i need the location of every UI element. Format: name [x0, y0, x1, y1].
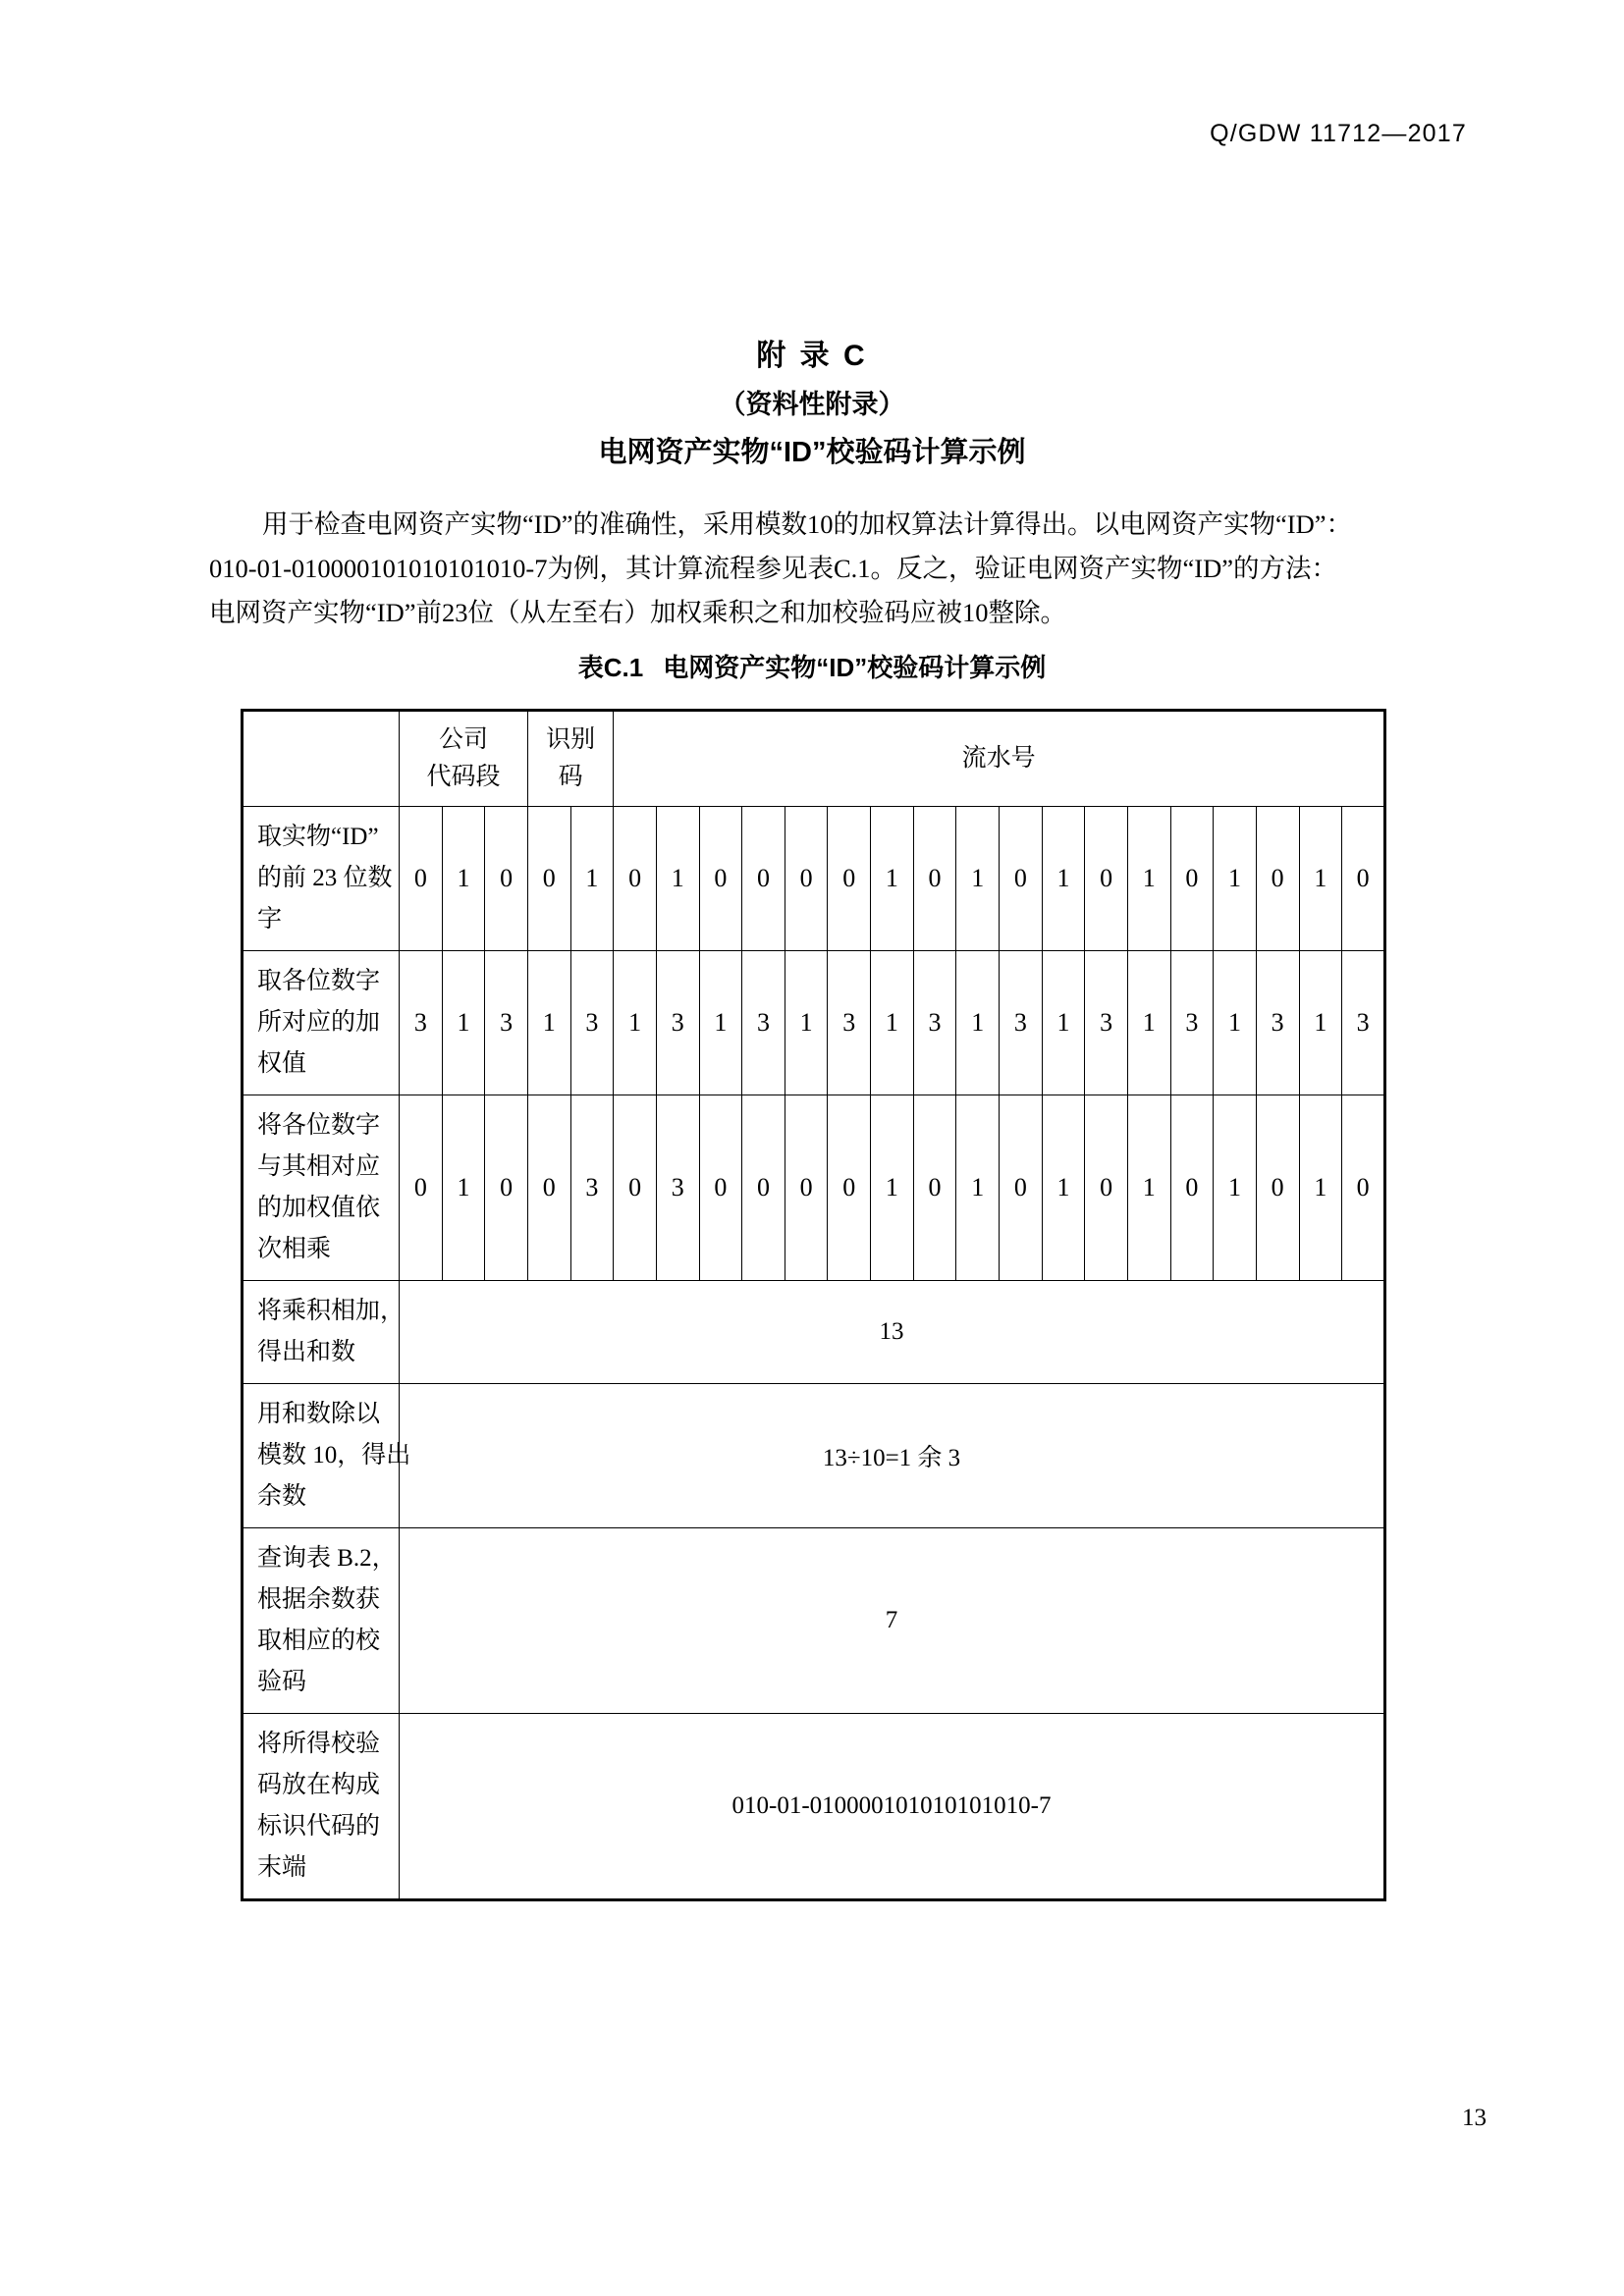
table-row-label: 将各位数字 与其相对应 的加权值依 次相乘 [243, 1095, 400, 1281]
table-cell-digit: 1 [956, 807, 1000, 951]
table-header-company-code: 公司 代码段 [400, 711, 528, 807]
table-cell-digit: 0 [699, 1095, 742, 1281]
table-row [243, 1528, 1385, 1714]
table-cell-digit: 0 [828, 807, 871, 951]
table-cell-digit: 0 [1170, 1095, 1214, 1281]
table-row-label: 用和数除以 模数 10，得出 余数 [243, 1384, 400, 1528]
table-cell-digit: 3 [485, 951, 528, 1095]
table-cell-digit: 0 [1342, 807, 1385, 951]
table-cell-digit: 0 [1170, 807, 1214, 951]
table-header-row [243, 711, 1385, 807]
table-cell-digit: 0 [1256, 807, 1299, 951]
calculation-table [241, 709, 1386, 1901]
table-cell-digit: 1 [1042, 807, 1085, 951]
table-cell-digit: 1 [614, 951, 657, 1095]
table-row [243, 1281, 1385, 1384]
table-cell-digit: 1 [1299, 951, 1342, 1095]
table-cell-digit: 0 [785, 807, 828, 951]
table-cell-digit: 0 [742, 807, 785, 951]
table-cell-digit: 3 [400, 951, 443, 1095]
table-cell-digit: 1 [570, 807, 614, 951]
table-cell-digit: 1 [1127, 807, 1170, 951]
paragraph-line-1: 用于检查电网资产实物“ID”的准确性，采用模数10的加权算法计算得出。以电网资产实物“ID”： [262, 509, 1352, 539]
table-row [243, 1714, 1385, 1900]
table-cell-digit: 0 [1000, 807, 1043, 951]
table-cell-digit: 1 [785, 951, 828, 1095]
table-cell-digit: 0 [614, 1095, 657, 1281]
table-cell-digit: 3 [828, 951, 871, 1095]
table-cell-digit: 0 [485, 807, 528, 951]
table-cell-digit: 3 [656, 1095, 699, 1281]
table-cell-digit: 3 [1170, 951, 1214, 1095]
table-cell-digit: 1 [1042, 951, 1085, 1095]
table-cell-digit: 0 [614, 807, 657, 951]
table-header-serial-number: 流水号 [614, 711, 1385, 807]
table-cell-digit: 1 [1299, 1095, 1342, 1281]
table-cell-digit: 0 [1000, 1095, 1043, 1281]
table-cell-digit: 1 [871, 807, 914, 951]
table-row [243, 1095, 1385, 1281]
table-cell-digit: 0 [527, 807, 570, 951]
table-cell-digit: 0 [828, 1095, 871, 1281]
table-cell-digit: 1 [442, 807, 485, 951]
table-cell-digit: 0 [913, 807, 956, 951]
table-row-label: 取各位数字 所对应的加 权值 [243, 951, 400, 1095]
paragraph-line-3: 电网资产实物“ID”前23位（从左至右）加权乘积之和加校验码应被10整除。 [209, 598, 1066, 627]
table-caption-label: 表C.1 [577, 653, 644, 682]
table-cell-digit: 0 [699, 807, 742, 951]
table-cell-value: 13 [400, 1281, 1385, 1384]
table-row-label: 将所得校验 码放在构成 标识代码的 末端 [243, 1714, 400, 1900]
table-cell-digit: 0 [1085, 807, 1128, 951]
table-row-label: 将乘积相加， 得出和数 [243, 1281, 400, 1384]
table-cell-digit: 1 [527, 951, 570, 1095]
table-cell-digit: 1 [656, 807, 699, 951]
table-cell-digit: 3 [913, 951, 956, 1095]
table-row-label: 查询表 B.2， 根据余数获 取相应的校 验码 [243, 1528, 400, 1714]
table-cell-digit: 0 [1085, 1095, 1128, 1281]
table-cell-digit: 0 [1342, 1095, 1385, 1281]
table-cell-digit: 3 [742, 951, 785, 1095]
table-cell-digit: 3 [1256, 951, 1299, 1095]
table-cell-digit: 1 [442, 1095, 485, 1281]
table-cell-digit: 1 [1214, 1095, 1257, 1281]
table-cell-digit: 1 [1214, 807, 1257, 951]
table-cell-digit: 0 [485, 1095, 528, 1281]
table-header-identify-code: 识别 码 [527, 711, 613, 807]
table-cell-digit: 1 [699, 951, 742, 1095]
annex-title: 附 录 C [756, 340, 868, 372]
table-cell-value: 7 [400, 1528, 1385, 1714]
annex-subtitle: （资料性附录） [719, 390, 905, 419]
body-paragraph [209, 503, 1419, 635]
table-cell-value: 13÷10=1 余 3 [400, 1384, 1385, 1528]
table-cell-value: 010-01-010000101010101010-7 [400, 1714, 1385, 1900]
table-cell-digit: 3 [1085, 951, 1128, 1095]
table-cell-digit: 0 [1256, 1095, 1299, 1281]
document-standard-header: Q/GDW 11712—2017 [1210, 120, 1467, 147]
table-row-label: 取实物“ID” 的前 23 位数 字 [243, 807, 400, 951]
table-cell-digit: 1 [1299, 807, 1342, 951]
table-cell-digit: 1 [442, 951, 485, 1095]
table-cell-digit: 3 [570, 1095, 614, 1281]
table-cell-digit: 0 [785, 1095, 828, 1281]
table-caption [0, 648, 1624, 684]
table-row [243, 1384, 1385, 1528]
table-row [243, 951, 1385, 1095]
table-cell-digit: 1 [1127, 1095, 1170, 1281]
table-cell-digit: 3 [1342, 951, 1385, 1095]
table-cell-digit: 0 [742, 1095, 785, 1281]
table-cell-digit: 1 [956, 1095, 1000, 1281]
table-cell-digit: 1 [1214, 951, 1257, 1095]
calculation-table-wrapper [241, 709, 1383, 1901]
table-caption-text: 电网资产实物“ID”校验码计算示例 [663, 653, 1047, 682]
table-cell-digit: 1 [871, 951, 914, 1095]
table-cell-digit: 1 [871, 1095, 914, 1281]
table-cell-digit: 0 [400, 807, 443, 951]
table-cell-digit: 1 [956, 951, 1000, 1095]
table-cell-digit: 0 [527, 1095, 570, 1281]
table-header-corner [243, 711, 400, 807]
table-cell-digit: 3 [570, 951, 614, 1095]
annex-heading-block [0, 342, 1624, 467]
table-cell-digit: 3 [656, 951, 699, 1095]
table-cell-digit: 0 [913, 1095, 956, 1281]
paragraph-line-2: 010-01-010000101010101010-7为例，其计算流程参见表C.1。反之，验证电网资产实物“ID”的方法： [209, 554, 1338, 583]
table-cell-digit: 1 [1042, 1095, 1085, 1281]
table-cell-digit: 0 [400, 1095, 443, 1281]
page-number: 13 [1462, 2105, 1487, 2131]
annex-name: 电网资产实物“ID”校验码计算示例 [598, 437, 1026, 468]
table-cell-digit: 1 [1127, 951, 1170, 1095]
table-row [243, 807, 1385, 951]
table-cell-digit: 3 [1000, 951, 1043, 1095]
